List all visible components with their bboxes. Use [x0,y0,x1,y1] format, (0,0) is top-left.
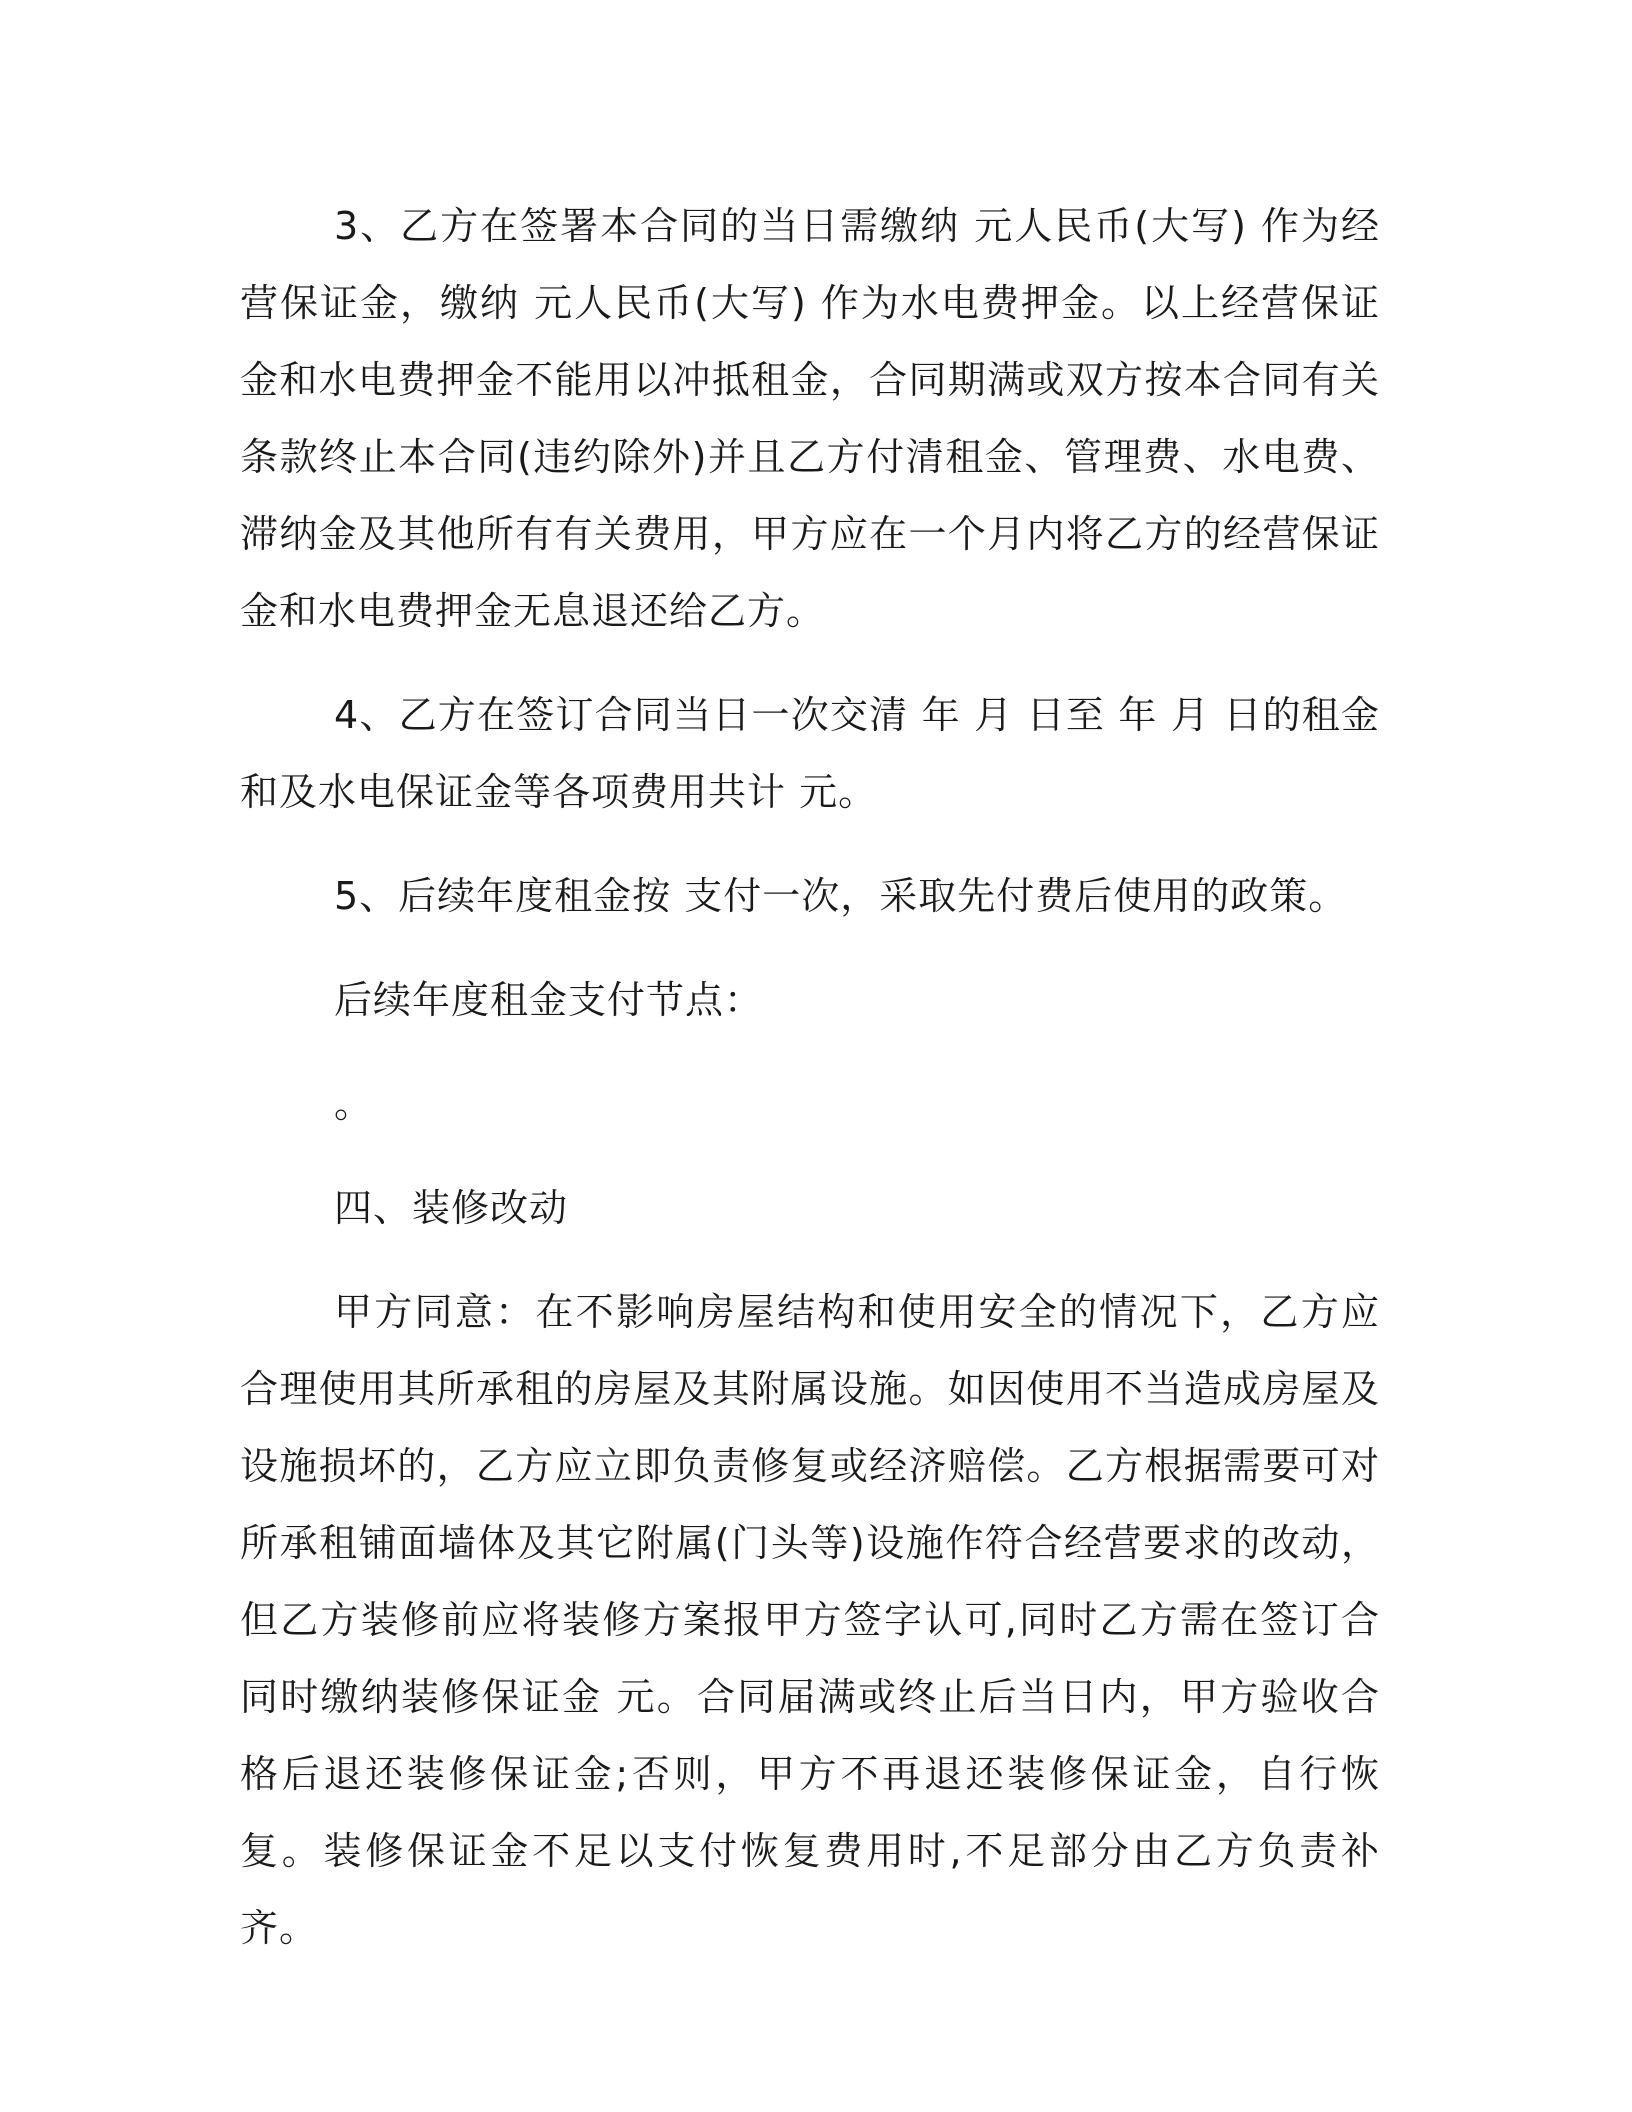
section-heading-renovation: 四、装修改动 [334,1186,569,1230]
clause-5-paragraph: 5、后续年度租金按 支付一次，采取先付费后使用的政策。 [334,874,1348,918]
clause-3-paragraph: 3、乙方在签署本合同的当日需缴纳 元人民币(大写) 作为经营保证金，缴纳 元人民币(大写) 作为水电费押金。以上经营保证金和水电费押金不能用以冲抵租金，合同期满或双方按本合同有关条款终止本合同(违约除外)并且乙方付清租金、管理费、水电费、滞纳金及其他所有有关费用，甲方应在一个月内将乙方的经营保证金和水电费押金无息退还给乙方。 [240,204,1380,633]
rent-payment-node-value: 。 [334,1082,374,1126]
rent-payment-node-label: 后续年度租金支付节点： [334,978,764,1022]
renovation-paragraph: 甲方同意：在不影响房屋结构和使用安全的情况下，乙方应合理使用其所承租的房屋及其附属设施。如因使用不当造成房屋及设施损坏的，乙方应立即负责修复或经济赔偿。乙方根据需要可对所承租铺面墙体及其它附属(门头等)设施作符合经营要求的改动，但乙方装修前应将装修方案报甲方签字认可,同时乙方需在签订合同时缴纳装修保证金 元。合同届满或终止后当日内，甲方验收合格后退还装修保证金;否则，甲方不再退还装修保证金，自行恢复。装修保证金不足以支付恢复费用时,不足部分由乙方负责补齐。 [240,1290,1380,1950]
clause-4-paragraph: 4、乙方在签订合同当日一次交清 年 月 日至 年 月 日的租金和及水电保证金等各项费用共计 元。 [240,693,1380,814]
document-body [240,188,1380,1967]
